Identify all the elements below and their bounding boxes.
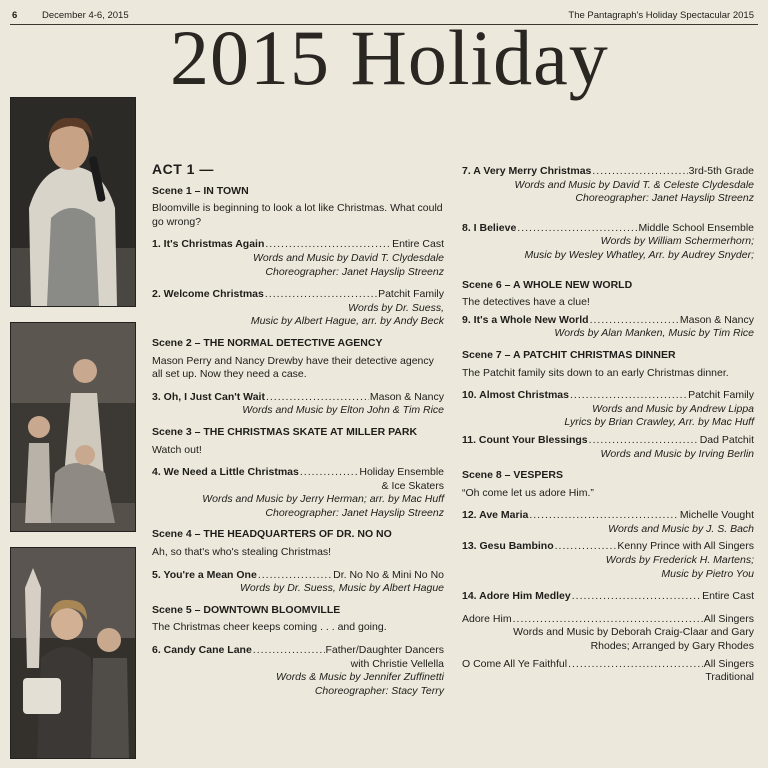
song-title: 8. I Believe	[462, 221, 517, 234]
scene-heading: Scene 8 – VESPERS	[462, 469, 563, 482]
page-title: 2015 Holiday	[170, 14, 609, 101]
act-heading: ACT 1 —	[152, 161, 214, 177]
program-item	[462, 613, 754, 654]
page-number: 6	[12, 10, 18, 21]
program-item	[462, 165, 754, 206]
song-performer: Holiday Ensemble	[359, 466, 444, 479]
song-title: 11. Count Your Blessings	[462, 433, 588, 446]
song-performer: All Singers	[703, 612, 754, 625]
song-title: 10. Almost Christmas	[462, 389, 569, 402]
scene-heading: Scene 5 – DOWNTOWN BLOOMVILLE	[152, 603, 341, 616]
program-item	[462, 658, 754, 685]
scene-heading: Scene 2 – THE NORMAL DETECTIVE AGENCY	[152, 336, 383, 349]
scene-description: The detectives have a clue!	[462, 296, 590, 309]
song-performer-extra: with Christie Vellella	[350, 657, 444, 670]
scene-description: Mason Perry and Nancy Drewby have their detective agency all set up. Now they need a case.	[152, 354, 434, 381]
song-performer: Middle School Ensemble	[638, 221, 754, 234]
program-item	[462, 222, 754, 263]
song-performer: Patchit Family	[378, 288, 444, 301]
performer-photo-3	[10, 547, 136, 759]
scene-description: “Oh come let us adore Him.”	[462, 486, 594, 499]
scene-heading: Scene 4 – THE HEADQUARTERS OF DR. NO NO	[152, 528, 392, 541]
program-column-right	[462, 165, 754, 685]
song-performer: Dad Patchit	[699, 433, 754, 446]
song-title: Adore Him	[462, 612, 512, 625]
song-title: 1. It's Christmas Again	[152, 238, 265, 251]
song-credit: Lyrics by Brian Crawley, Arr. by Mac Huff	[564, 416, 754, 429]
scene-heading: Scene 7 – A PATCHIT CHRISTMAS DINNER	[462, 348, 676, 361]
song-credit: Choreographer: Janet Hayslip Streenz	[265, 506, 444, 519]
song-credit: Words and Music by David T. Clydesdale	[252, 251, 444, 264]
song-performer: Mason & Nancy	[679, 313, 754, 326]
program-item	[462, 540, 754, 581]
program-item	[462, 590, 754, 604]
song-title: 9. It's a Whole New World	[462, 313, 589, 326]
song-credit: Choreographer: Janet Hayslip Streenz	[265, 265, 444, 278]
program-item	[462, 389, 754, 430]
song-credit: Words and Music by Irving Berlin	[600, 447, 754, 460]
song-title: 12. Ave Maria	[462, 509, 529, 522]
song-title: 13. Gesu Bambino	[462, 540, 554, 553]
scene-description: Ah, so that's who's stealing Christmas!	[152, 546, 332, 559]
issue-date: December 4-6, 2015	[42, 10, 129, 21]
program-item	[152, 569, 444, 596]
scene-description: Watch out!	[152, 443, 202, 456]
song-performer: 3rd-5th Grade	[688, 165, 754, 177]
program-column-left	[152, 163, 444, 698]
program-item	[152, 238, 444, 279]
program-item	[152, 466, 444, 520]
program-item	[462, 314, 754, 341]
song-credit: Words and Music by Jerry Herman; arr. by Mac Huff	[202, 493, 444, 506]
song-performer: Father/Daughter Dancers	[325, 644, 444, 657]
program-item	[152, 288, 444, 329]
song-credit: Words & Music by Jennifer Zuffinetti	[275, 671, 444, 684]
scene-description: Bloomville is beginning to look a lot like Christmas. What could go wrong?	[152, 202, 443, 228]
song-credit: Music by Albert Hague, arr. by Andy Beck	[250, 315, 444, 328]
song-credit: Music by Wesley Whatley, Arr. by Audrey Snyder;	[524, 248, 754, 261]
song-performer-extra: & Ice Skaters	[381, 479, 444, 492]
scene-heading: Scene 3 – THE CHRISTMAS SKATE AT MILLER PARK	[152, 425, 418, 438]
song-performer: Entire Cast	[702, 590, 754, 603]
publication-name: The Pantagraph's Holiday Spectacular 2015	[568, 10, 754, 21]
song-title: 7. A Very Merry Christmas	[462, 165, 592, 177]
performer-photo-2	[10, 322, 136, 532]
song-credit: Rhodes; Arranged by Gary Rhodes	[590, 640, 754, 653]
song-performer: All Singers	[703, 657, 754, 670]
song-title: 3. Oh, I Just Can't Wait	[152, 390, 265, 403]
song-credit: Choreographer: Stacy Terry	[314, 684, 444, 697]
song-credit: Words by Dr. Suess, Music by Albert Hague	[239, 582, 444, 595]
program-item	[462, 434, 754, 461]
song-performer: Michelle Vought	[679, 509, 754, 522]
song-credit: Words and Music by Deborah Craig-Claar and Gary	[513, 626, 754, 639]
song-performer: Patchit Family	[688, 389, 754, 402]
song-credit: Words and Music by Andrew Lippa	[592, 402, 754, 415]
song-title: 14. Adore Him Medley	[462, 590, 571, 603]
song-credit: Words by Frederick H. Martens;	[605, 554, 754, 567]
song-performer: Kenny Prince with All Singers	[617, 540, 754, 553]
song-credit: Words by Alan Manken, Music by Tim Rice	[554, 327, 754, 340]
scene-description: The Patchit family sits down to an early Christmas dinner.	[462, 366, 729, 379]
song-title: 4. We Need a Little Christmas	[152, 466, 299, 479]
program-item	[152, 644, 444, 698]
song-credit: Words and Music by David T. & Celeste Clydesdale	[514, 178, 754, 191]
song-performer: Mason & Nancy	[369, 390, 444, 403]
song-credit: Words by William Schermerhorn;	[600, 235, 754, 248]
song-credit: Choreographer: Janet Hayslip Streenz	[575, 192, 754, 205]
song-credit: Music by Pietro You	[661, 567, 754, 580]
scene-heading: Scene 1 – IN TOWN	[152, 184, 249, 197]
scene-description: The Christmas cheer keeps coming . . . and going.	[152, 621, 387, 634]
song-performer: Entire Cast	[392, 238, 444, 251]
song-title: 6. Candy Cane Lane	[152, 644, 252, 657]
song-title: 2. Welcome Christmas	[152, 288, 264, 301]
song-title: 5. You're a Mean One	[152, 568, 257, 581]
song-performer: Dr. No No & Mini No No	[333, 568, 444, 581]
scene-heading: Scene 6 – A WHOLE NEW WORLD	[462, 278, 633, 291]
song-credit: Words and Music by Elton John & Tim Rice	[242, 404, 444, 417]
song-credit: Traditional	[705, 671, 754, 684]
song-credit: Words by Dr. Suess,	[348, 301, 444, 314]
song-title: O Come All Ye Faithful	[462, 657, 568, 670]
program-item	[152, 391, 444, 418]
performer-photo-1	[10, 97, 136, 307]
song-credit: Words and Music by J. S. Bach	[608, 522, 754, 535]
program-item	[462, 509, 754, 536]
